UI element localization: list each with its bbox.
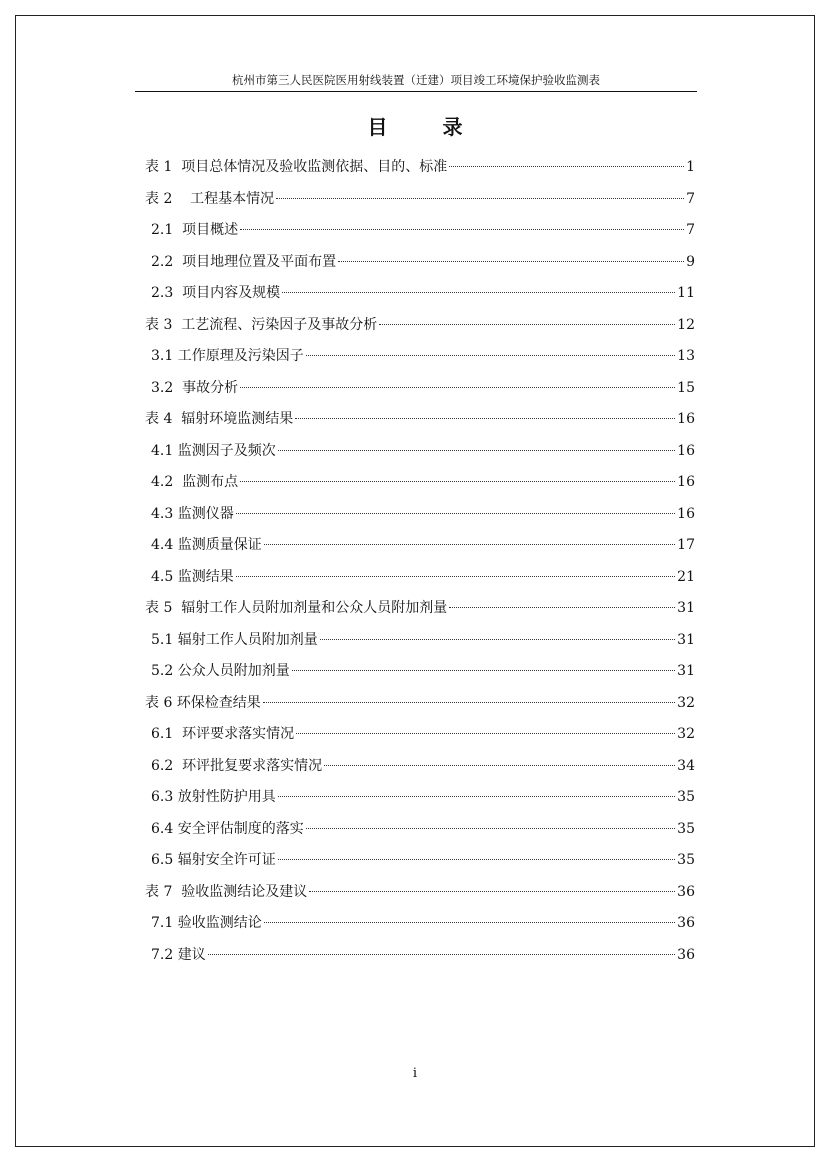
- toc-dot-leader: [236, 513, 675, 514]
- toc-entry-page: 36: [677, 946, 695, 963]
- toc-entry-table-5[interactable]: [145, 596, 695, 620]
- toc-entry-6-3[interactable]: [151, 785, 695, 809]
- toc-entry-table-1[interactable]: [145, 155, 695, 179]
- toc-entry-page: 16: [677, 474, 695, 490]
- toc-entry-page: 15: [677, 379, 695, 396]
- toc-entry-label: 2.1 项目概述: [151, 222, 239, 238]
- toc-title: 目 录: [367, 115, 487, 139]
- toc-dot-leader: [324, 765, 675, 766]
- toc-entry-page: 1: [686, 159, 695, 175]
- toc-entry-page: 11: [677, 285, 695, 301]
- toc-entry-page: 7: [686, 190, 695, 207]
- toc-entry-page: 9: [686, 253, 695, 270]
- toc-entry-page: 13: [677, 348, 695, 364]
- toc-entry-table-6[interactable]: [145, 691, 695, 715]
- toc-entry-label: 6.4 安全评估制度的落实: [151, 820, 304, 837]
- toc-entry-table-2[interactable]: [145, 187, 695, 211]
- toc-entry-label: 表 7 验收监测结论及建议: [145, 883, 308, 900]
- toc-entry-label: 表 6 环保检查结果: [145, 694, 261, 711]
- toc-entry-page: 16: [677, 411, 695, 427]
- toc-entry-page: 34: [677, 757, 695, 774]
- toc-entry-4-5[interactable]: [151, 565, 695, 589]
- toc-dot-leader: [240, 229, 684, 230]
- toc-entry-3-2[interactable]: [151, 376, 695, 400]
- toc-entry-page: 12: [677, 316, 695, 333]
- toc-entry-page: 35: [677, 852, 695, 868]
- toc-entry-2-2[interactable]: [151, 250, 695, 274]
- toc-entry-label: 2.3 项目内容及规模: [151, 285, 281, 301]
- toc-entry-label: 表 4 辐射环境监测结果: [145, 411, 294, 427]
- toc-entry-6-1[interactable]: [151, 722, 695, 746]
- toc-entry-4-1[interactable]: [151, 439, 695, 463]
- toc-entry-label: 4.1 监测因子及频次: [151, 442, 276, 459]
- toc-entry-label: 4.5 监测结果: [151, 568, 234, 585]
- toc-entry-table-4[interactable]: [145, 407, 695, 431]
- toc-entry-page: 21: [677, 568, 695, 585]
- toc-dot-leader: [264, 544, 675, 545]
- toc-entry-page: 32: [677, 694, 695, 711]
- toc-dot-leader: [278, 450, 675, 451]
- toc-dot-leader: [208, 954, 675, 955]
- toc-entry-2-3[interactable]: [151, 281, 695, 305]
- toc-entry-page: 36: [677, 883, 695, 900]
- toc-entry-page: 31: [677, 631, 695, 648]
- toc-entry-3-1[interactable]: [151, 344, 695, 368]
- toc-entry-7-1[interactable]: [151, 911, 695, 935]
- toc-entry-label: 6.3 放射性防护用具: [151, 789, 276, 805]
- toc-entry-page: 17: [677, 537, 695, 553]
- toc-entry-label: 表 5 辐射工作人员附加剂量和公众人员附加剂量: [145, 600, 448, 616]
- toc-entry-label: 3.1 工作原理及污染因子: [151, 348, 304, 364]
- toc-entry-page: 35: [677, 820, 695, 837]
- toc-entry-4-3[interactable]: [151, 502, 695, 526]
- toc-entry-page: 31: [677, 663, 695, 679]
- page-number: i: [412, 1066, 418, 1081]
- toc-dot-leader: [276, 198, 684, 199]
- toc-entry-label: 7.1 验收监测结论: [151, 915, 262, 931]
- toc-dot-leader: [292, 670, 675, 671]
- toc-dot-leader: [278, 796, 675, 797]
- toc-dot-leader: [263, 702, 675, 703]
- toc-entry-6-5[interactable]: [151, 848, 695, 872]
- toc-dot-leader: [296, 733, 675, 734]
- toc-dot-leader: [278, 859, 675, 860]
- toc-entry-label: 6.1 环评要求落实情况: [151, 726, 295, 742]
- toc-dot-leader: [338, 261, 684, 262]
- toc-dot-leader: [240, 387, 675, 388]
- toc-dot-leader: [295, 418, 675, 419]
- toc-entry-page: 36: [677, 915, 695, 931]
- toc-dot-leader: [236, 576, 675, 577]
- toc-entry-page: 16: [677, 442, 695, 459]
- toc-entry-label: 5.2 公众人员附加剂量: [151, 663, 290, 679]
- toc-entry-page: 32: [677, 726, 695, 742]
- toc-entry-label: 2.2 项目地理位置及平面布置: [151, 253, 337, 270]
- toc-entry-label: 5.1 辐射工作人员附加剂量: [151, 631, 318, 648]
- toc-entry-5-2[interactable]: [151, 659, 695, 683]
- toc-entry-label: 4.4 监测质量保证: [151, 537, 262, 553]
- toc-entry-label: 6.2 环评批复要求落实情况: [151, 757, 323, 774]
- toc-entry-page: 35: [677, 789, 695, 805]
- toc-entry-table-7[interactable]: [145, 880, 695, 904]
- toc-dot-leader: [449, 166, 684, 167]
- toc-dot-leader: [282, 292, 675, 293]
- toc-dot-leader: [309, 891, 675, 892]
- toc-dot-leader: [320, 639, 675, 640]
- toc-entry-5-1[interactable]: [151, 628, 695, 652]
- toc-entry-label: 表 3 工艺流程、污染因子及事故分析: [145, 316, 378, 333]
- toc-entry-7-2[interactable]: [151, 943, 695, 967]
- toc-entry-label: 表 1 项目总体情况及验收监测依据、目的、标准: [145, 159, 448, 175]
- toc-entry-2-1[interactable]: [151, 218, 695, 242]
- toc-entry-label: 4.3 监测仪器: [151, 505, 234, 522]
- toc-entry-page: 31: [677, 600, 695, 616]
- toc-dot-leader: [379, 324, 675, 325]
- toc-entry-6-4[interactable]: [151, 817, 695, 841]
- toc-entry-label: 4.2 监测布点: [151, 474, 239, 490]
- toc-dot-leader: [306, 828, 675, 829]
- toc-entry-label: 6.5 辐射安全许可证: [151, 852, 276, 868]
- toc-dot-leader: [449, 607, 675, 608]
- toc-entry-page: 16: [677, 505, 695, 522]
- toc-entry-label: 表 2 工程基本情况: [145, 190, 275, 207]
- running-header: 杭州市第三人民医院医用射线装置（迁建）项目竣工环境保护验收监测表: [135, 72, 697, 92]
- toc-entry-label: 3.2 事故分析: [151, 379, 239, 396]
- toc-dot-leader: [264, 922, 675, 923]
- toc-entry-page: 7: [686, 222, 695, 238]
- toc-entry-4-2[interactable]: [151, 470, 695, 494]
- toc-dot-leader: [306, 355, 675, 356]
- toc-entry-table-3[interactable]: [145, 313, 695, 337]
- toc-entry-4-4[interactable]: [151, 533, 695, 557]
- toc-entry-6-2[interactable]: [151, 754, 695, 778]
- toc-entry-label: 7.2 建议: [151, 946, 206, 963]
- toc-dot-leader: [240, 481, 675, 482]
